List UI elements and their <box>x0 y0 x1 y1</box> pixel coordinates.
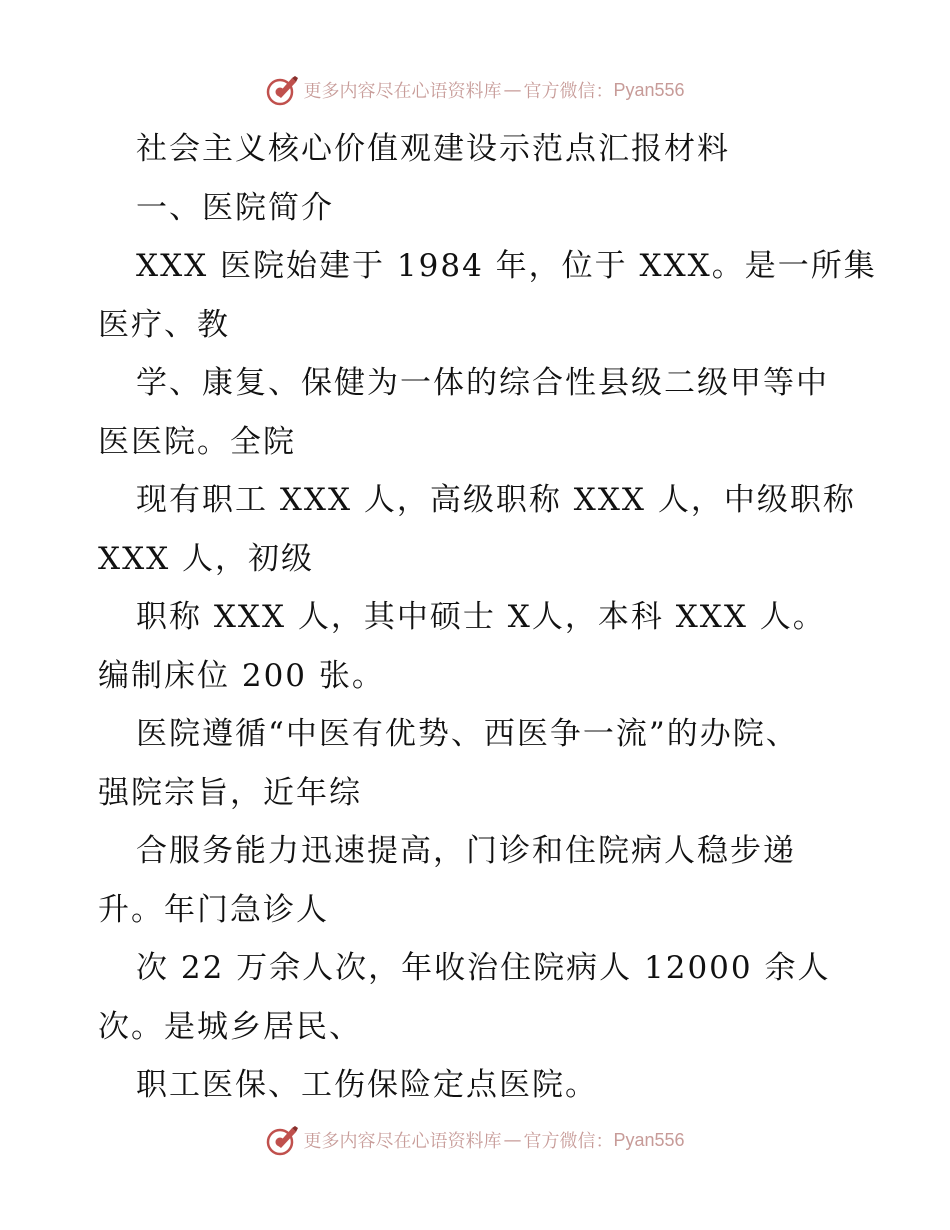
text-line: 次。是城乡居民、 <box>98 1008 362 1045</box>
text-line: 现有职工 XXX 人，高级职称 XXX 人，中级职称 <box>136 482 856 518</box>
document-title: 社会主义核心价值观建设示范点汇报材料 <box>136 131 730 167</box>
text-line: 职工医保、工伤保险定点医院。 <box>136 1067 598 1103</box>
watermark-header <box>0 70 950 110</box>
text-line: XXX 人，初级 <box>98 540 315 577</box>
text-line: 医院遵循“中医有优势、西医争一流”的办院、 <box>136 716 799 752</box>
watermark-label: 官方微信： <box>523 1131 614 1152</box>
text-line: 强院宗旨，近年综 <box>98 774 362 811</box>
pen-nib-logo-icon <box>265 73 299 107</box>
watermark-dash: — <box>503 1129 522 1151</box>
text-line: 合服务能力迅速提高，门诊和住院病人稳步递 <box>136 833 796 869</box>
watermark-text: 更多内容尽在心语资料库 <box>303 1131 502 1152</box>
watermark-dash: — <box>503 79 522 101</box>
watermark-text: 更多内容尽在心语资料库 <box>303 81 502 102</box>
pen-nib-logo-icon <box>265 1123 299 1157</box>
text-line: 医疗、教 <box>98 306 230 343</box>
section-heading: 一、医院简介 <box>136 189 334 226</box>
watermark-label: 官方微信： <box>523 81 614 102</box>
text-line: 学、康复、保健为一体的综合性县级二级甲等中 <box>136 365 829 401</box>
text-line: 医医院。全院 <box>98 423 296 460</box>
watermark-footer <box>0 1120 950 1160</box>
watermark-id: Pyan556 <box>613 1129 685 1150</box>
document-body <box>98 120 877 1115</box>
text-line: 次 22 万余人次，年收治住院病人 12000 余人 <box>136 950 831 986</box>
watermark-id: Pyan556 <box>613 79 685 100</box>
text-line: 升。年门急诊人 <box>98 891 329 928</box>
text-line: XXX 医院始建于 1984 年，位于 XXX。是一所集 <box>136 248 877 284</box>
text-line: 编制床位 200 张。 <box>98 657 385 694</box>
text-line: 职称 XXX 人，其中硕士 X人，本科 XXX 人。 <box>136 599 826 635</box>
